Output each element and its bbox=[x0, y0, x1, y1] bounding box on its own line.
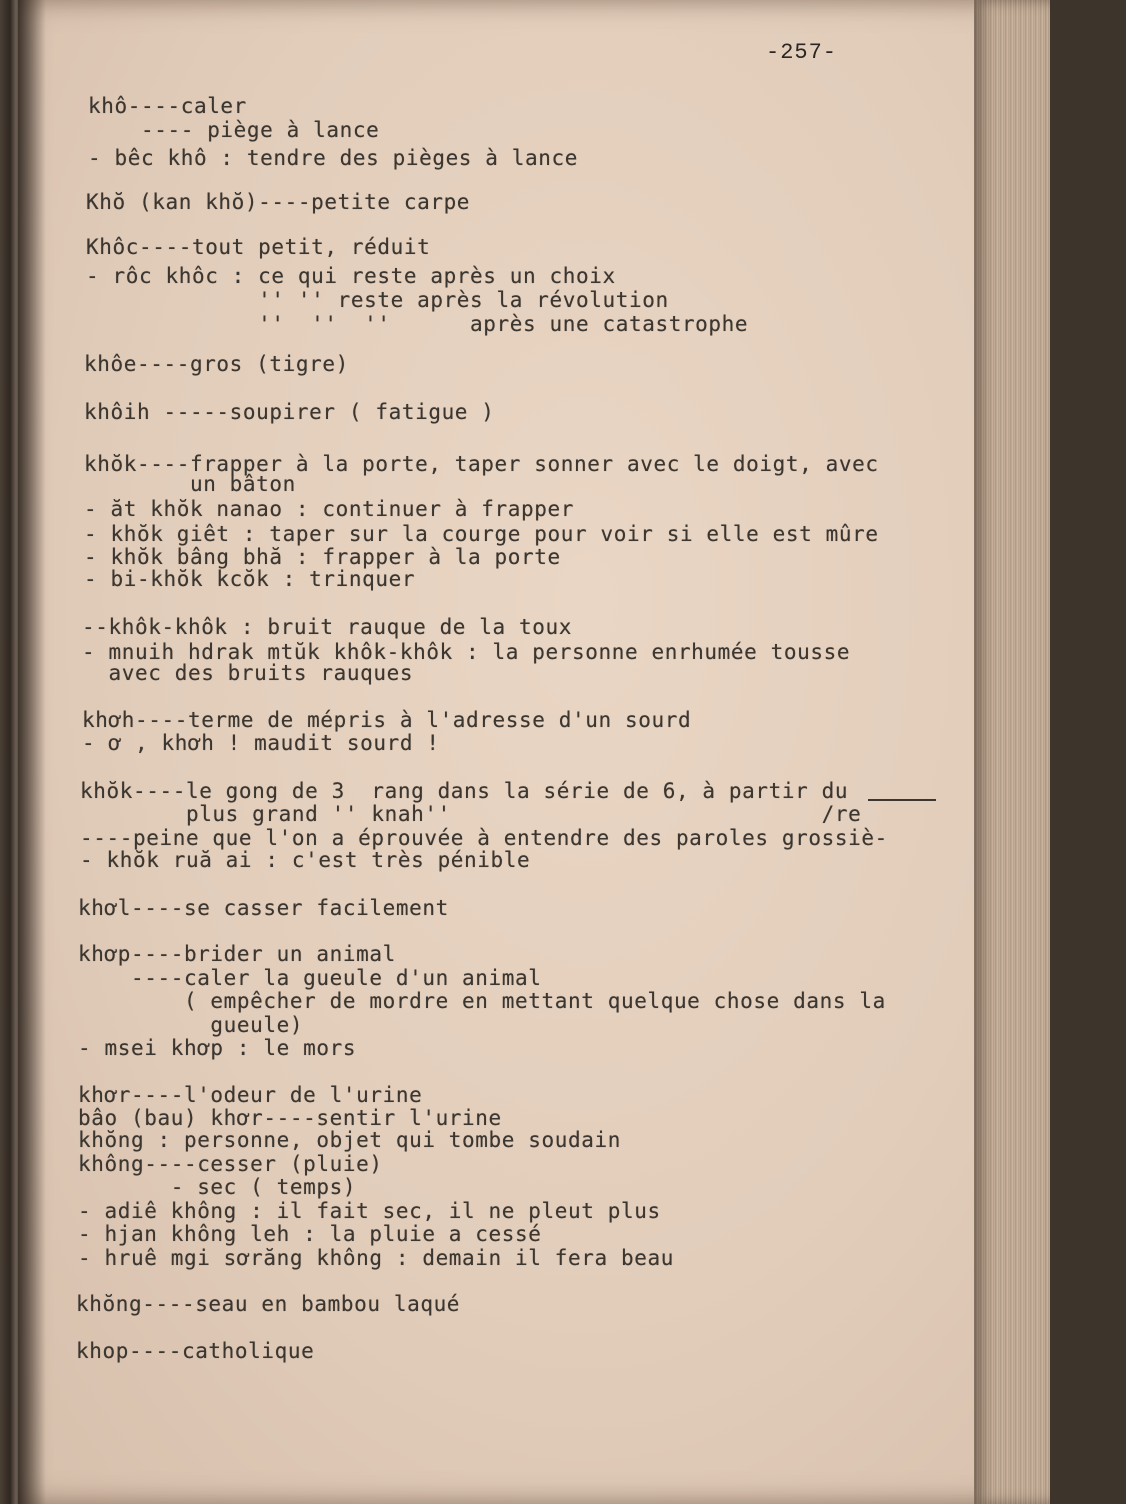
entry-line: khôe----gros (tigre) bbox=[84, 352, 349, 376]
entry-line: Khôc----tout petit, réduit bbox=[86, 235, 431, 259]
entry-line: un bâton bbox=[84, 472, 296, 496]
entry-line: - khŏk giêt : taper sur la courge pour voir si elle est mûre bbox=[84, 522, 879, 546]
entry-line: khŏk----frapper à la porte, taper sonner avec le doigt, avec bbox=[84, 452, 879, 476]
entry-line: '' '' reste après la révolution bbox=[86, 288, 669, 312]
entry-line: khŏng----seau en bambou laqué bbox=[76, 1292, 461, 1316]
entry-line: - msei khơp : le mors bbox=[78, 1036, 357, 1060]
entry-line: ----caler la gueule d'un animal bbox=[78, 966, 542, 990]
entry-line: ---- piège à lance bbox=[88, 118, 380, 142]
entry-line: - ơ , khơh ! maudit sourd ! bbox=[82, 731, 440, 755]
entry-line: - rôc khôc : ce qui reste après un choix bbox=[86, 264, 616, 288]
entry-line: plus grand '' knah'' /re bbox=[80, 802, 862, 826]
entry-line: --khôk-khôk : bruit rauque de la toux bbox=[82, 615, 572, 639]
entry-line: khơr----l'odeur de l'urine bbox=[78, 1083, 423, 1107]
entry-line: khŏng : personne, objet qui tombe soudain bbox=[78, 1128, 621, 1152]
page-number: -257- bbox=[766, 40, 838, 65]
entry-line: không----cesser (pluie) bbox=[78, 1152, 383, 1176]
entry-line: - khŏk bâng bhă : frapper à la porte bbox=[84, 545, 561, 569]
entry-line: khop----catholique bbox=[76, 1339, 315, 1363]
entry-line: - ăt khŏk nanao : continuer à frapper bbox=[84, 497, 574, 521]
entry-line: khôih -----soupirer ( fatigue ) bbox=[84, 400, 495, 424]
entry-line: khŏk----le gong de 3 rang dans la série de 6, à partir du bbox=[80, 779, 849, 803]
entry-line: - adiê không : il fait sec, il ne pleut plus bbox=[78, 1199, 661, 1223]
entry-line: ( empêcher de mordre en mettant quelque chose dans la bbox=[78, 989, 886, 1013]
entry-line: khơl----se casser facilement bbox=[78, 896, 449, 920]
entry-line: - bêc khô : tendre des pièges à lance bbox=[88, 146, 578, 170]
entry-line: - mnuih hdrak mtŭk khôk-khôk : la personne enrhumée tousse bbox=[82, 640, 851, 664]
entry-line: avec des bruits rauques bbox=[82, 661, 414, 685]
entry-line: gueule) bbox=[78, 1013, 304, 1037]
entry-line: bâo (bau) khơr----sentir l'urine bbox=[78, 1106, 502, 1130]
entry-line: ----peine que l'on a éprouvée à entendre des paroles grossiè- bbox=[80, 826, 888, 850]
entry-line: - sec ( temps) bbox=[78, 1175, 357, 1199]
entry-line: - hjan không leh : la pluie a cessé bbox=[78, 1222, 542, 1246]
entry-line: khô----caler bbox=[88, 94, 247, 118]
entry-line: khơh----terme de mépris à l'adresse d'un sourd bbox=[82, 708, 692, 732]
entry-line: khơp----brider un animal bbox=[78, 942, 396, 966]
entry-line: Khŏ (kan khŏ)----petite carpe bbox=[86, 190, 471, 214]
entry-line: - bi-khŏk kcŏk : trinquer bbox=[84, 567, 416, 591]
entry-line: '' '' '' après une catastrophe bbox=[86, 312, 749, 336]
entry-line: - hruê mgi sơrăng không : demain il fera beau bbox=[78, 1246, 674, 1270]
entry-line: - khŏk ruă ai : c'est très pénible bbox=[80, 848, 531, 872]
underline-mark bbox=[868, 799, 936, 801]
